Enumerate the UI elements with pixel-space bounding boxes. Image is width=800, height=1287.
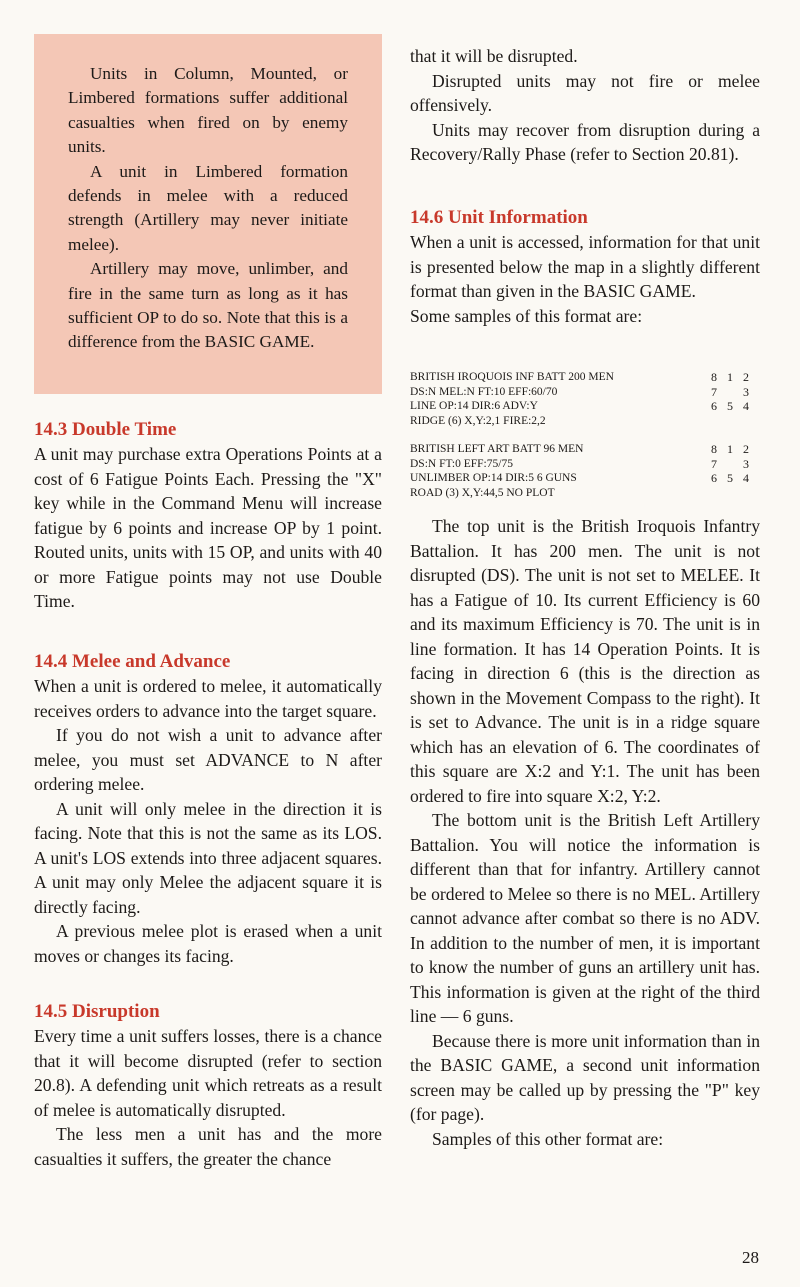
body-paragraph: A unit will only melee in the direction it is facing. Note that this is not the same as its LOS. A unit's LOS extends into three adjacent squares. A unit may only Melee the adjacent square it is directly facing. — [34, 798, 382, 917]
section-14-4 — [34, 650, 382, 968]
sample-line — [410, 370, 752, 385]
unit-sample-artillery — [410, 442, 752, 500]
compass-digit: 2 — [743, 442, 749, 456]
compass-digit — [724, 385, 736, 400]
sidebar-paragraph: Units in Column, Mounted, or Limbered formations suffer additional casualties when fired on by enemy units. — [68, 64, 348, 157]
compass-digit: 2 — [743, 370, 749, 384]
sample-line — [410, 399, 752, 414]
body-paragraph: Every time a unit suffers losses, there is a chance that it will become disrupted (refer to section 20.8). A defending unit which retreats as a result of melee is automatically disrupted. — [34, 1026, 382, 1120]
sample-line-text: UNLIMBER OP:14 DIR:5 6 GUNS — [410, 472, 577, 484]
compass-digit: 8 — [711, 370, 717, 384]
compass-digit — [724, 457, 736, 472]
section-14-6-explanation — [410, 514, 760, 1151]
compass-digit: 1 — [727, 370, 733, 384]
compass-digit: 3 — [743, 384, 749, 399]
body-paragraph: The less men a unit has and the more casualties it suffers, the greater the chance — [34, 1124, 382, 1169]
sample-line-text: ROAD (3) X,Y:44,5 NO PLOT — [410, 486, 555, 499]
sidebar-paragraph: Artillery may move, unlimber, and fire in the same turn as long as it has sufficient OP to do so. Note that this is a difference from the BASIC GAME. — [68, 259, 348, 352]
body-paragraph: A previous melee plot is erased when a unit moves or changes its facing. — [34, 921, 382, 966]
body-paragraph: If you do not wish a unit to advance after melee, you must set ADVANCE to N after ordering melee. — [34, 725, 382, 794]
compass-digit: 7 — [711, 384, 717, 399]
compass-digit — [708, 486, 720, 501]
right-column-top — [410, 44, 760, 167]
sample-line — [410, 442, 752, 457]
compass-digit — [708, 414, 720, 429]
body-paragraph: Disrupted units may not fire or melee offensively. — [410, 70, 760, 115]
sample-line-text: DS:N MEL:N FT:10 EFF:60/70 — [410, 385, 558, 398]
section-title: 14.5 Disruption — [34, 1001, 160, 1022]
compass-digit — [724, 486, 736, 501]
samples-label: Some samples of this format are: — [410, 305, 643, 326]
unit-sample-infantry — [410, 370, 752, 428]
compass-digit — [740, 486, 752, 501]
section-title: 14.3 Double Time — [34, 419, 177, 440]
sample-line — [410, 414, 752, 429]
compass-digit: 4 — [743, 399, 749, 413]
body-paragraph: that it will be disrupted. — [410, 46, 578, 66]
compass-digit — [740, 414, 752, 429]
sample-line — [410, 385, 752, 400]
page-number: 28 — [742, 1248, 759, 1267]
compass-digit: 8 — [711, 442, 717, 456]
section-14-5 — [34, 1000, 382, 1171]
body-paragraph: Samples of this other format are: — [432, 1128, 664, 1149]
sidebar-paragraph: A unit in Limbered formation defends in melee with a reduced strength (Artillery may never initiate melee). — [68, 161, 348, 254]
sidebar-note-box — [34, 34, 382, 394]
sample-line — [410, 486, 752, 501]
compass-digit: 1 — [727, 442, 733, 456]
body-paragraph: Units may recover from disruption during a Recovery/Rally Phase (refer to Section 20.81). — [410, 119, 760, 164]
body-paragraph: When a unit is ordered to melee, it automatically receives orders to advance into the target square. — [34, 676, 382, 721]
sample-line-text: DS:N FT:0 EFF:75/75 — [410, 457, 513, 470]
section-title: 14.6 Unit Information — [410, 207, 588, 228]
compass-digit: 5 — [727, 471, 733, 485]
sample-line-text: RIDGE (6) X,Y:2,1 FIRE:2,2 — [410, 414, 546, 427]
compass-digit: 4 — [743, 471, 749, 485]
sample-line-text: LINE OP:14 DIR:6 ADV:Y — [410, 400, 538, 412]
body-paragraph: The top unit is the British Iroquois Infantry Battalion. It has 200 men. The unit is not disrupted (DS). The unit is not set to MELEE. It has a Fatigue of 10. Its current Efficiency is 60 and its maximum Efficiency is 70. The unit is in line formation. It has 14 Operation Points. It is facing in direction 6 (this is the direction as shown in the Movement Compass to the right). It is set to Advance. The unit is in a ridge square which has an elevation of 6. The coordinates of this square are X:2 and Y:1. The unit has been ordered to fire into square X:2, Y:2. — [410, 516, 760, 806]
compass-digit: 3 — [743, 456, 749, 471]
section-14-6 — [410, 206, 760, 328]
compass-digit — [724, 414, 736, 429]
body-paragraph: When a unit is accessed, information for that unit is presented below the map in a slightly different format than given in the BASIC GAME. — [410, 232, 760, 301]
body-paragraph: Because there is more unit information than in the BASIC GAME, a second unit information screen may be called up by pressing the "P" key (for page). — [410, 1030, 760, 1124]
section-14-3 — [34, 418, 382, 614]
compass-digit: 6 — [711, 399, 717, 413]
compass-digit: 7 — [711, 456, 717, 471]
sample-line-text: BRITISH LEFT ART BATT 96 MEN — [410, 443, 584, 455]
sample-line — [410, 471, 752, 486]
compass-digit: 5 — [727, 399, 733, 413]
section-title: 14.4 Melee and Advance — [34, 651, 231, 672]
body-paragraph: A unit may purchase extra Operations Points at a cost of 6 Fatigue Points Each. Pressing the "X" key while in the Command Menu will increase fatigue by 6 points and increase OP by 1 point. Routed units, units with 15 OP, and units with 40 or more Fatigue points may not use Double Time. — [34, 444, 382, 611]
compass-digit: 6 — [711, 471, 717, 485]
sample-line-text: BRITISH IROQUOIS INF BATT 200 MEN — [410, 371, 614, 383]
sample-line — [410, 457, 752, 472]
body-paragraph: The bottom unit is the British Left Artillery Battalion. You will notice the information is different than that for infantry. Artillery cannot be ordered to Melee so there is no MEL. Artillery cannot advance after combat so there is no ADV. In addition to the number of men, it is important to know the number of guns an artillery unit has. This information is given at the right of the third line — 6 guns. — [410, 810, 760, 1026]
